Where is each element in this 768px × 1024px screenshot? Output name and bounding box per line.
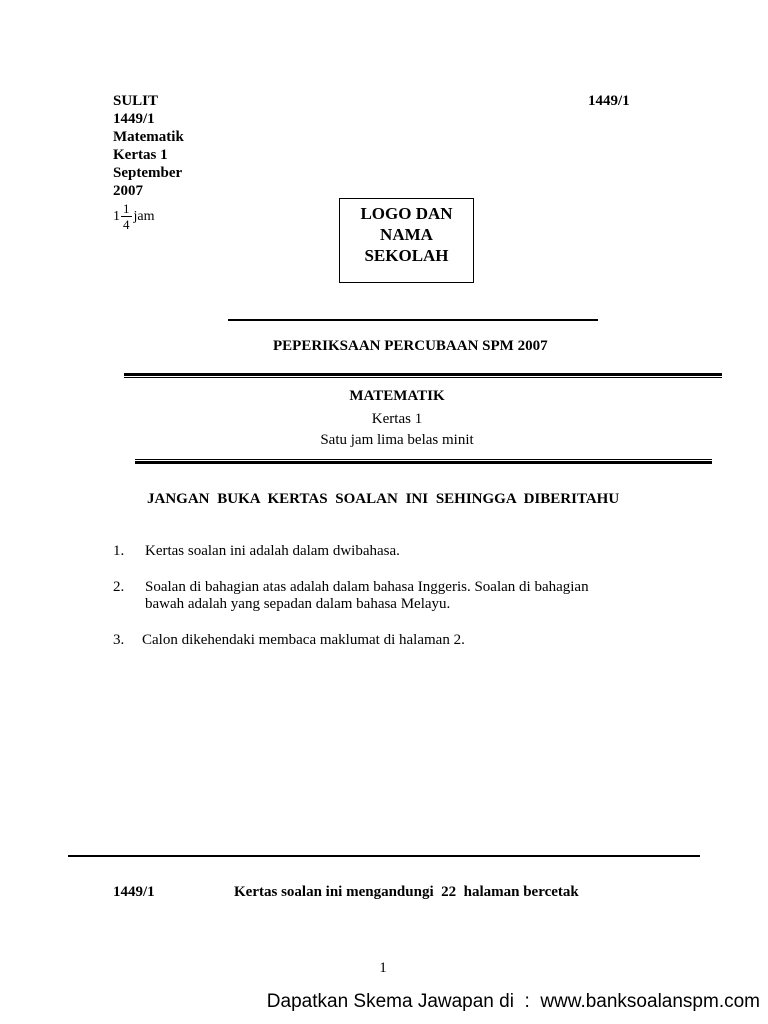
answer-scheme-promo: Dapatkan Skema Jawapan di : www.banksoalanspm.com bbox=[266, 991, 760, 1012]
duration-whole: 1 bbox=[113, 208, 120, 224]
duration bbox=[113, 202, 155, 231]
paper-code: 1449/1 bbox=[113, 111, 155, 127]
year-label: 2007 bbox=[113, 183, 143, 199]
footer-paper-code: 1449/1 bbox=[113, 884, 155, 900]
subject-name: MATEMATIK bbox=[349, 388, 445, 404]
instruction-number: 2. bbox=[113, 579, 125, 595]
header-paper-code: 1449/1 bbox=[588, 93, 630, 109]
instruction-number: 1. bbox=[113, 543, 125, 559]
title-rule bbox=[228, 319, 598, 321]
page-count-note: Kertas soalan ini mengandungi 22 halaman bercetak bbox=[234, 884, 579, 900]
paper-label: Kertas 1 bbox=[113, 147, 168, 163]
exam-title: PEPERIKSAAN PERCUBAAN SPM 2007 bbox=[273, 338, 548, 354]
school-logo-box bbox=[339, 198, 474, 283]
logo-box-line: LOGO DAN bbox=[360, 204, 453, 223]
subject-paper: Kertas 1 bbox=[371, 411, 423, 427]
subject-top-rule bbox=[124, 373, 722, 378]
fraction-denominator: 4 bbox=[123, 217, 130, 232]
instruction-number: 3. bbox=[113, 632, 125, 648]
instruction-text: Kertas soalan ini adalah dalam dwibahasa. bbox=[145, 543, 400, 559]
instruction-text: bawah adalah yang sepadan dalam bahasa Melayu. bbox=[145, 596, 451, 612]
instruction-text: Soalan di bahagian atas adalah dalam bahasa Inggeris. Soalan di bahagian bbox=[145, 579, 589, 595]
duration-unit: jam bbox=[133, 208, 155, 224]
do-not-open-warning: JANGAN BUKA KERTAS SOALAN INI SEHINGGA DIBERITAHU bbox=[147, 491, 620, 507]
fraction-numerator: 1 bbox=[123, 201, 130, 216]
subject-duration: Satu jam lima belas minit bbox=[320, 432, 474, 448]
month-label: September bbox=[113, 165, 183, 181]
confidential-label: SULIT bbox=[113, 93, 159, 109]
page-number: 1 bbox=[379, 960, 387, 976]
subject-bottom-rule bbox=[135, 459, 712, 464]
subject-label: Matematik bbox=[113, 129, 184, 145]
footer-rule bbox=[68, 855, 700, 857]
logo-box-line: SEKOLAH bbox=[364, 246, 449, 265]
duration-fraction bbox=[121, 202, 132, 231]
logo-box-line: NAMA bbox=[380, 225, 433, 244]
paper-info-block bbox=[113, 92, 184, 200]
instruction-text: Calon dikehendaki membaca maklumat di halaman 2. bbox=[142, 632, 465, 648]
